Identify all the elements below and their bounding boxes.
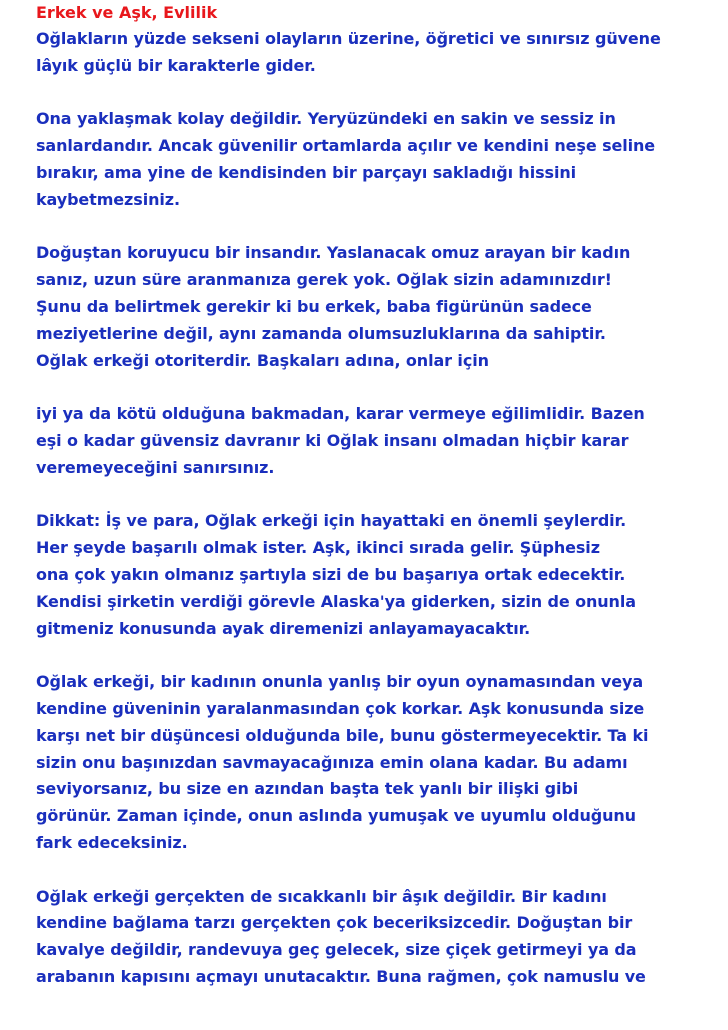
paragraph <box>36 884 726 991</box>
text-line: kendine bağlama tarzı gerçekten çok beceriksizcedir. Doğuştan bir <box>36 913 633 933</box>
text-line: meziyetlerine değil, aynı zamanda olumsuzluklarına da sahiptir. <box>36 323 606 343</box>
text-line: kendine güveninin yaralanmasından çok korkar. Aşk konusunda size <box>36 698 645 718</box>
text-line: görünür. Zaman içinde, onun aslında yumuşak ve uyumlu olduğunu <box>36 806 636 826</box>
text-line: Dikkat: İş ve para, Oğlak erkeği için hayattaki en önemli şeylerdir. <box>36 511 627 531</box>
text-line: Ona yaklaşmak kolay değildir. Yeryüzündeki en sakin ve sessiz in <box>36 109 616 129</box>
text-line: gitmeniz konusunda ayak diremenizi anlayamayacaktır. <box>36 618 531 638</box>
paragraph <box>36 669 726 857</box>
text-line: Doğuştan koruyucu bir insandır. Yaslanacak omuz arayan bir kadın <box>36 243 631 263</box>
document-title: Erkek ve Aşk, Evlilik <box>36 3 218 22</box>
text-line: fark edeceksiniz. <box>36 832 188 852</box>
text-line: Kendisi şirketin verdiği görevle Alaska'ya giderken, sizin de onunla <box>36 591 636 611</box>
paragraph <box>36 240 726 374</box>
text-line: ona çok yakın olmanız şartıyla sizi de bu başarıya ortak edecektir. <box>36 564 626 584</box>
text-line: veremeyeceğini sanırsınız. <box>36 457 275 477</box>
paragraph-gap <box>36 642 726 669</box>
text-line: Şunu da belirtmek gerekir ki bu erkek, baba figürünün sadece <box>36 296 592 316</box>
text-line: Oğlak erkeği otoriterdir. Başkaları adına, onlar için <box>36 350 489 370</box>
text-line: seviyorsanız, bu size en azından başta tek yanlı bir ilişki gibi <box>36 779 579 799</box>
paragraph <box>36 106 726 213</box>
text-line: Her şeyde başarılı olmak ister. Aşk, ikinci sırada gelir. Şüphesiz <box>36 538 600 558</box>
text-line: sanlardandır. Ancak güvenilir ortamlarda açılır ve kendini neşe seline <box>36 136 656 156</box>
document-page <box>36 0 726 991</box>
text-line: arabanın kapısını açmayı unutacaktır. Buna rağmen, çok namuslu ve <box>36 966 646 986</box>
paragraph-gap <box>36 80 726 107</box>
text-line: kavalye değildir, randevuya geç gelecek, size çiçek getirmeyi ya da <box>36 940 637 960</box>
paragraph <box>36 401 726 481</box>
text-line: bırakır, ama yine de kendisinden bir parçayı sakladığı hissini <box>36 162 577 182</box>
paragraph-gap <box>36 214 726 241</box>
paragraph-gap <box>36 482 726 509</box>
text-line: kaybetmezsiniz. <box>36 189 180 209</box>
paragraph-gap <box>36 857 726 884</box>
text-line: sizin onu başınızdan savmayacağınıza emin olana kadar. Bu adamı <box>36 752 628 772</box>
paragraph <box>36 508 726 642</box>
text-line: lâyık güçlü bir karakterle gider. <box>36 55 316 75</box>
text-line: Oğlakların yüzde sekseni olayların üzerine, öğretici ve sınırsız güvene <box>36 29 661 48</box>
text-line: sanız, uzun süre aranmanıza gerek yok. Oğlak sizin adamınızdır! <box>36 270 612 290</box>
text-line: iyi ya da kötü olduğuna bakmadan, karar vermeye eğilimlidir. Bazen <box>36 404 645 424</box>
paragraph <box>36 26 726 80</box>
paragraph-gap <box>36 374 726 401</box>
text-line: karşı net bir düşüncesi olduğunda bile, bunu göstermeyecektir. Ta ki <box>36 725 649 745</box>
text-line: Oğlak erkeği, bir kadının onunla yanlış bir oyun oynamasından veya <box>36 672 644 692</box>
text-line: eşi o kadar güvensiz davranır ki Oğlak insanı olmadan hiçbir karar <box>36 430 629 450</box>
document-body <box>36 26 726 991</box>
text-line: Oğlak erkeği gerçekten de sıcakkanlı bir âşık değildir. Bir kadını <box>36 886 607 906</box>
